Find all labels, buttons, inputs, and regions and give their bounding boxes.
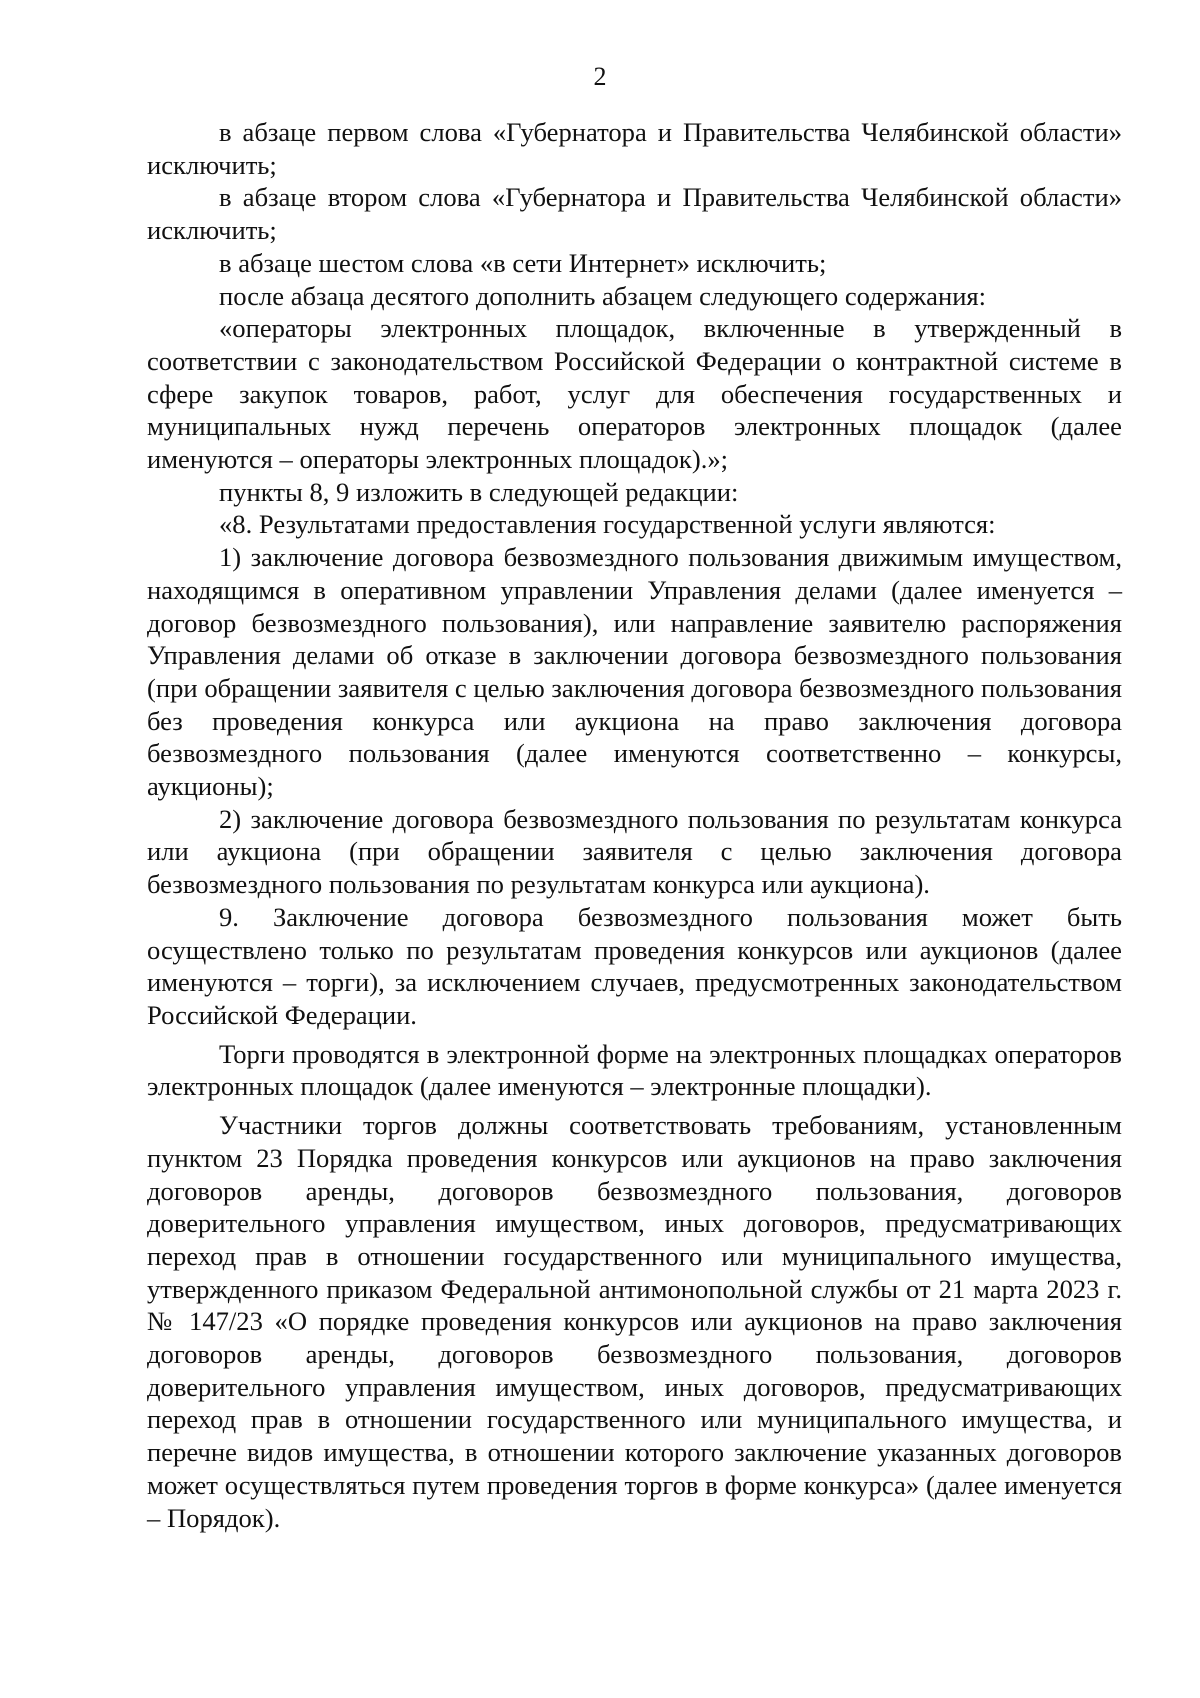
paragraph-5: «операторы электронных площадок, включенные в утвержденный в соответствии с законодательством Российской Федерации о контрактной системе в сфере закупок товаров, работ, услуг для обеспечения государственных и муниципальных нужд перечень операторов электронных площадок (далее именуются – операторы электронных площадок).»; bbox=[147, 313, 1122, 475]
paragraph-1: в абзаце первом слова «Губернатора и Правительства Челябинской области» исключить; bbox=[147, 117, 1122, 180]
document-body bbox=[147, 116, 1122, 1534]
paragraph-7: «8. Результатами предоставления государственной услуги являются: bbox=[219, 509, 996, 540]
paragraph-4: после абзаца десятого дополнить абзацем следующего содержания: bbox=[219, 280, 987, 311]
page-number: 2 bbox=[593, 62, 607, 91]
paragraph-2: в абзаце втором слова «Губернатора и Правительства Челябинской области» исключить; bbox=[147, 182, 1122, 246]
paragraph-11: Торги проводятся в электронной форме на электронных площадках операторов электронных площадок (далее именуются – электронные площадки). bbox=[147, 1038, 1122, 1102]
paragraph-12: Участники торгов должны соответствовать требованиям, установленным пунктом 23 Порядка проведения конкурсов или аукционов на право заключения договоров аренды, договоров безвозмездного пользования, договоров доверительного управления имуществом, иных договоров, предусматривающих переход прав в отношении государственного или муниципального имущества, утвержденного приказом Федеральной антимонопольной службы от 21 марта 2023 г. № 147/23 «О порядке проведения конкурсов или аукционов на право заключения договоров аренды, договоров безвозмездного пользования, договоров доверительного управления имуществом, иных договоров, предусматривающих переход прав в отношении государственного или муниципального имущества, и перечне видов имущества, в отношении которого заключение указанных договоров может осуществляться путем проведения торгов в форме конкурса» (далее именуется – Порядок). bbox=[147, 1110, 1122, 1533]
paragraph-10: 9. Заключение договора безвозмездного пользования может быть осуществлено только по результатам проведения конкурсов или аукционов (далее именуются – торги), за исключением случаев, предусмотренных законодательством Российской Федерации. bbox=[147, 901, 1122, 1030]
paragraph-6: пункты 8, 9 изложить в следующей редакции: bbox=[219, 476, 739, 507]
paragraph-3: в абзаце шестом слова «в сети Интернет» исключить; bbox=[219, 247, 827, 278]
paragraph-8: 1) заключение договора безвозмездного пользования движимым имуществом, находящимся в оперативном управлении Управления делами (далее именуется – договор безвозмездного пользования), или направление заявителю распоряжения Управления делами об отказе в заключении договора безвозмездного пользования (при обращении заявителя с целью заключения договора безвозмездного пользования без проведения конкурса или аукциона на право заключения договора безвозмездного пользования (далее именуются соответственно – конкурсы, аукционы); bbox=[147, 542, 1122, 802]
paragraph-9: 2) заключение договора безвозмездного пользования по результатам конкурса или аукциона (при обращении заявителя с целью заключения договора безвозмездного пользования по результатам конкурса или аукциона). bbox=[147, 803, 1122, 900]
